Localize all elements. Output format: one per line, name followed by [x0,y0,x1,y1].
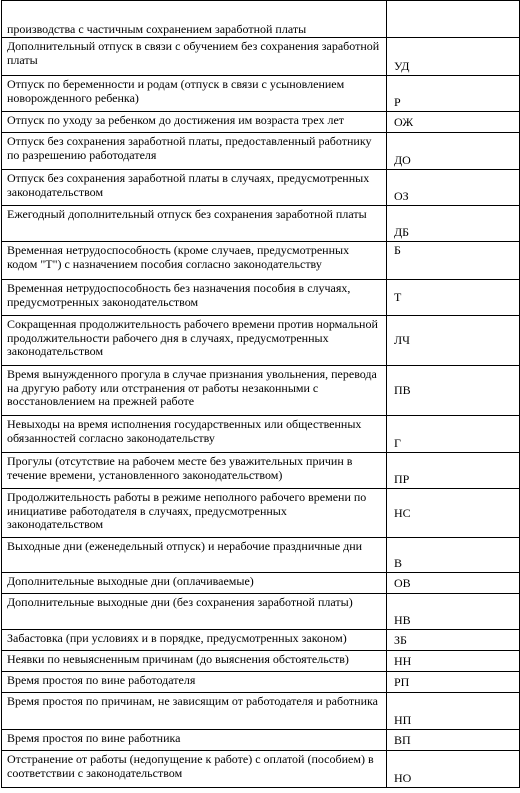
row-code: УД [387,38,520,76]
table-row [2,112,520,133]
row-description: производства с частичным сохранением заработной платы [2,1,387,38]
row-description: Дополнительный отпуск в связи с обучением без сохранения заработной платы [2,38,387,76]
row-description: Дополнительные выходные дни (оплачиваемые) [2,573,387,594]
row-code [387,1,520,38]
row-code: НН [387,651,520,672]
table-row [2,730,520,751]
row-code: ОЗ [387,170,520,206]
row-description: Сокращенная продолжительность рабочего времени против нормальной продолжительности рабочего дня в случаях, предусмотренных законодательством [2,316,387,366]
row-description: Забастовка (при условиях и в порядке, предусмотренных законом) [2,630,387,651]
row-code: В [387,538,520,573]
table-row [2,366,520,416]
row-code: ВП [387,730,520,751]
row-description: Отпуск по уходу за ребенком до достижения им возраста трех лет [2,112,387,133]
table-row [2,76,520,112]
row-description: Временная нетрудоспособность (кроме случаев, предусмотренных кодом "Т") с назначением пособия согласно законодательству [2,242,387,280]
row-description: Отстранение от работы (недопущение к работе) с оплатой (пособием) в соответствии с законодательством [2,751,387,788]
row-code: ДО [387,133,520,170]
table-row [2,316,520,366]
row-description: Отпуск без сохранения заработной платы, предоставленный работнику по разрешению работодателя [2,133,387,170]
row-code: НП [387,693,520,730]
row-description: Ежегодный дополнительный отпуск без сохранения заработной платы [2,206,387,242]
row-description: Выходные дни (еженедельный отпуск) и нерабочие праздничные дни [2,538,387,573]
table-row [2,133,520,170]
row-code: ОЖ [387,112,520,133]
table-row [2,38,520,76]
table-row [2,573,520,594]
table-row [2,416,520,453]
row-code: РП [387,672,520,693]
row-code: Р [387,76,520,112]
attendance-codes-table [1,0,520,788]
row-code: ЛЧ [387,316,520,366]
row-code: ДБ [387,206,520,242]
row-description: Отпуск по беременности и родам (отпуск в связи с усыновлением новорожденного ребенка) [2,76,387,112]
table-row [2,672,520,693]
row-description: Неявки по невыясненным причинам (до выяснения обстоятельств) [2,651,387,672]
row-code: ПВ [387,366,520,416]
table-row [2,630,520,651]
row-description: Время простоя по вине работодателя [2,672,387,693]
row-description: Отпуск без сохранения заработной платы в случаях, предусмотренных законодательством [2,170,387,206]
row-code: ОВ [387,573,520,594]
row-description: Дополнительные выходные дни (без сохранения заработной платы) [2,594,387,630]
row-description: Время вынужденного прогула в случае признания увольнения, перевода на другую работу или отстранения от работы незаконными с восстановлением на прежней работе [2,366,387,416]
table-row [2,242,520,280]
table-row [2,651,520,672]
table-row [2,280,520,316]
table-row [2,751,520,788]
row-code: ЗБ [387,630,520,651]
row-code: Б [387,242,520,280]
row-description: Невыходы на время исполнения государственных или общественных обязанностей согласно законодательству [2,416,387,453]
row-code: Г [387,416,520,453]
table-row [2,206,520,242]
table-row [2,170,520,206]
row-code: Т [387,280,520,316]
table-body [2,1,520,788]
row-code: НВ [387,594,520,630]
row-code: НО [387,751,520,788]
row-description: Время простоя по причинам, не зависящим от работодателя и работника [2,693,387,730]
table-row [2,538,520,573]
table-row [2,489,520,538]
row-code: ПР [387,453,520,489]
row-code: НС [387,489,520,538]
row-description: Временная нетрудоспособность без назначения пособия в случаях, предусмотренных законодательством [2,280,387,316]
table-row [2,594,520,630]
table-row [2,453,520,489]
row-description: Продолжительность работы в режиме неполного рабочего времени по инициативе работодателя в случаях, предусмотренных законодательством [2,489,387,538]
row-description: Время простоя по вине работника [2,730,387,751]
row-description: Прогулы (отсутствие на рабочем месте без уважительных причин в течение времени, установленного законодательством) [2,453,387,489]
table-row [2,693,520,730]
table-row [2,1,520,38]
